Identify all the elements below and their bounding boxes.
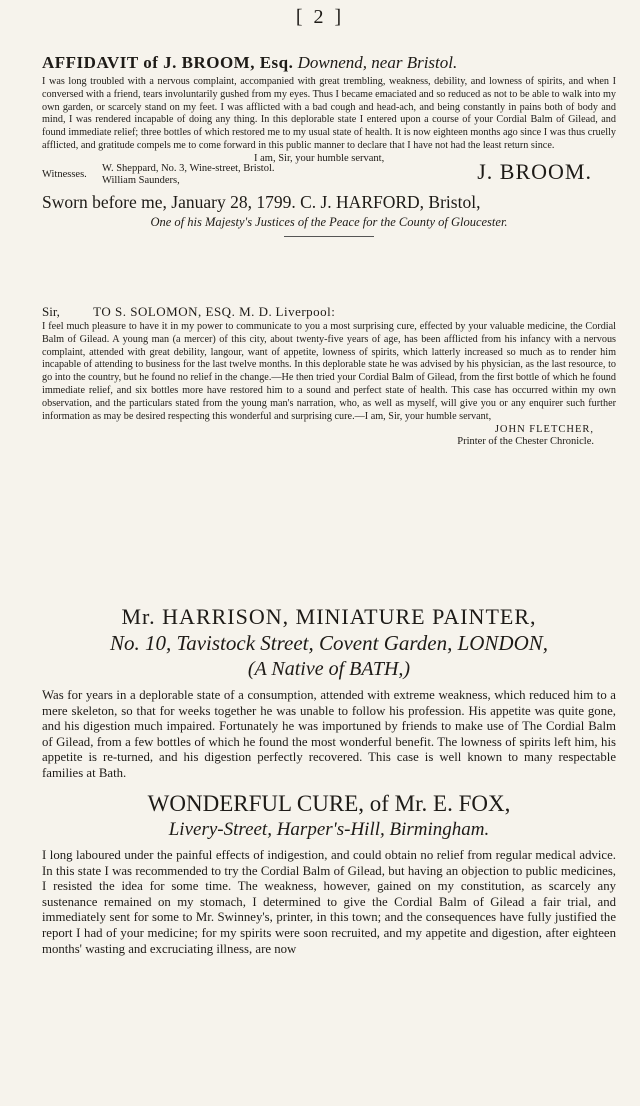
affidavit-body: I was long troubled with a nervous complaint, accompanied with great trembling, weakness, debility, and lowness of spirits, and when I conversed with a friend, tears involuntarily gushed from my eyes. Thus I became emaciated and so reduced as not to be able to walk into my own garden, or scarcely stand on my feet. I was afflicted with a bad cough and head-ach, and being constantly in pains both of body and mind, I was rendered incapable of doing any thing. In this deplorable state I entered upon a course of your Cordial Balm of Gilead, and found immediate relief; three bottles of which restored me to my usual state of health. It is now eighteen months ago since I was thus cruelly afflicted, and gratitude compels me to come forward in this public manner to declare that I have not had the least return since. xyxy=(42,76,616,151)
affidavit-signature: J. BROOM. xyxy=(477,158,592,184)
letter-body: I feel much pleasure to have it in my power to communicate to you a most surprising cure, effected by your valuable medicine, the Cordial Balm of Gilead. A young man (a mercer) of this city, about twenty-five years of age, has been afflicted from his infancy with a nervous complaint, attended with great debility, langour, want of appetite, lowness of spirits, which latterly increased so much as to render him incapable of attending to business for the last twelve months. In this deplorable state he was advised by his physician, as the last resource, to go into the country, but he found no relief in the change.—He then tried your Cordial Balm of Gilead, from the first bottle of which he found immediate relief, and six bottles more have restored him to a sound and perfect state of health. This case has occurred within my own observation, and the particulars stated from the young man's narration, who, as well as myself, will give you or any enquirer such further information as may be desired respecting this wonderful and surprising cure.—I am, Sir, your humble servant, xyxy=(42,321,616,422)
witness-item: W. Sheppard, No. 3, Wine-street, Bristol. xyxy=(102,162,275,174)
divider-rule xyxy=(284,236,374,237)
harrison-address: No. 10, Tavistock Street, Covent Garden, LONDON, xyxy=(109,631,549,655)
letter-section xyxy=(42,303,616,448)
letter-salutation: Sir, xyxy=(42,304,60,319)
witnesses-label: Witnesses. xyxy=(42,168,87,180)
harrison-title: Mr. HARRISON, MINIATURE PAINTER, xyxy=(121,604,537,629)
affidavit-heading-caps: AFFIDAVIT of J. BROOM, Esq. xyxy=(42,53,294,72)
witness-list xyxy=(102,163,275,187)
affidavit-heading-place: Downend, near Bristol. xyxy=(297,53,458,72)
affidavit-section xyxy=(42,52,616,237)
letter-signature: JOHN FLETCHER, xyxy=(494,424,594,436)
justices-line: One of his Majesty's Justices of the Peace for the County of Gloucester. xyxy=(150,214,508,229)
fox-address: Livery-Street, Harper's-Hill, Birmingham. xyxy=(168,819,490,840)
affidavit-heading xyxy=(42,52,616,74)
harrison-section xyxy=(42,604,616,782)
letter-signature-block xyxy=(42,424,616,448)
affidavit-closing: I am, Sir, your humble servant, xyxy=(254,152,385,164)
letter-heading xyxy=(42,303,616,321)
harrison-body: Was for years in a deplorable state of a consumption, attended with extreme weakness, which reduced him to a mere skeleton, so that for weeks together he was unable to follow his profession. His appetite was quite gone, and his digestion much impaired. Fortunately he was importuned by friends to make use of The Cordial Balm of Gilead, from a few bottles of which he found the most wonderful benefit. The lowness of spirits left him, his appetite is re-turned, and his digestion perfectly recovered. This case is well known to many respectable families at Bath. xyxy=(42,688,616,780)
letter-signature-role: Printer of the Chester Chronicle. xyxy=(457,436,594,448)
page-number: [ 2 ] xyxy=(295,6,345,28)
fox-title: WONDERFUL CURE, of Mr. E. FOX, xyxy=(147,791,511,816)
letter-title: TO S. SOLOMON, ESQ. M. D. xyxy=(93,304,273,319)
witness-item: William Saunders, xyxy=(102,174,180,186)
letter-place: Liverpool: xyxy=(275,304,336,319)
fox-body: I long laboured under the painful effects of indigestion, and could obtain no relief from regular medical advice. In this state I was recommended to try the Cordial Balm of Gilead, but having an objection to public medicines, I resisted the idea for some time. The weakness, however, gained on my constitution, as scarcely any sustenance remained on my stomach, I determined to give the Cordial Balm of Gilead a fair trial, and immediately sent for some to Mr. Swinney's, printer, in this town; and the consequences have fully justified the report I had of your medicine; for my spirits were soon recruited, and my appetite and digestion, after eighteen months' wasting and excruciating illness, are now xyxy=(42,848,616,956)
affidavit-signature-block xyxy=(42,153,616,191)
harrison-origin: (A Native of BATH,) xyxy=(247,658,411,680)
sworn-line: Sworn before me, January 28, 1799. C. J. HARFORD, Bristol, xyxy=(42,191,481,212)
fox-section xyxy=(42,790,616,957)
